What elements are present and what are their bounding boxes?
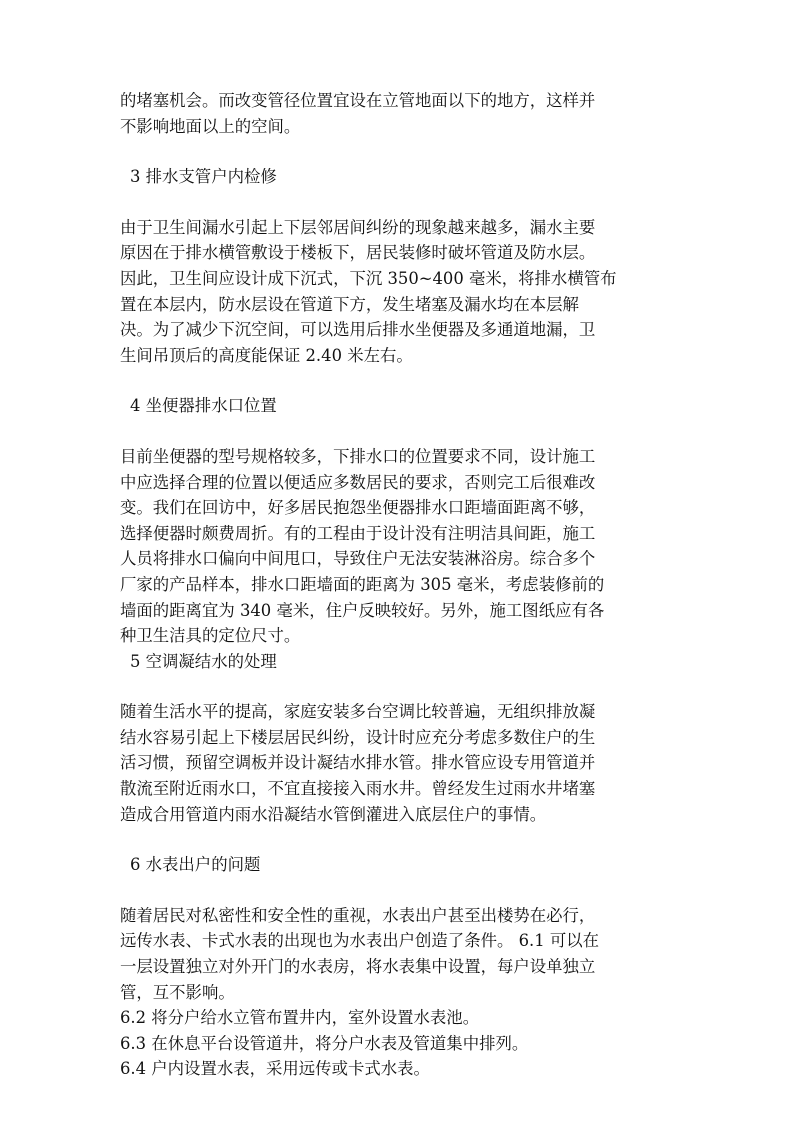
text-line: 随着居民对私密性和安全性的重视，水表出户甚至出楼势在必行，	[120, 905, 596, 925]
text-line: 目前坐便器的型号规格较多，下排水口的位置要求不同，设计施工	[120, 446, 596, 466]
text-line: 随着生活水平的提高，家庭安装多台空调比较普遍，无组织排放凝	[120, 702, 596, 722]
text-line: 散流至附近雨水口，不宜直接接入雨水井。曾经发生过雨水井堵塞	[120, 779, 596, 799]
section-4-heading: 4 坐便器排水口位置	[130, 396, 277, 416]
document-page	[120, 88, 676, 1082]
section-3-heading: 3 排水支管户内检修	[130, 167, 277, 187]
text-line: 置在本层内，防水层设在管道下方，发生堵塞及漏水均在本层解	[120, 294, 579, 314]
list-item: 6.2 将分户给水立管布置井内，室外设置水表池。	[120, 1008, 480, 1028]
text-line: 一层设置独立对外开门的水表房，将水表集中设置，每户设单独立	[120, 957, 596, 977]
text-line: 不影响地面以上的空间。	[120, 116, 301, 136]
text-line: 管，互不影响。	[120, 982, 235, 1002]
section-4-paragraph	[120, 444, 676, 649]
section-3-paragraph	[120, 215, 676, 369]
text-line: 生间吊顶后的高度能保证 2.40 米左右。	[120, 345, 413, 365]
text-line: 种卫生洁具的定位尺寸。	[120, 626, 301, 646]
text-line: 变。我们在回访中，好多居民抱怨坐便器排水口距墙面距离不够，	[120, 498, 596, 518]
section-5-heading: 5 空调凝结水的处理	[130, 651, 277, 671]
text-line: 决。为了减少下沉空间，可以选用后排水坐便器及多通道地漏，卫	[120, 320, 596, 340]
text-line: 造成合用管道内雨水沿凝结水管倒灌进入底层住户的事情。	[120, 804, 547, 824]
text-line: 结水容易引起上下楼层居民纠纷，设计时应充分考虑多数住户的生	[120, 727, 596, 747]
text-line: 中应选择合理的位置以便适应多数居民的要求，否则完工后很难改	[120, 472, 596, 492]
text-line: 原因在于排水横管敷设于楼板下，居民装修时破坏管道及防水层。	[120, 243, 596, 263]
text-line: 因此，卫生间应设计成下沉式，下沉 350~400 毫米，将排水横管布	[120, 268, 617, 288]
text-line: 的堵塞机会。而改变管径位置宜设在立管地面以下的地方，这样并	[120, 91, 596, 110]
text-line: 远传水表、卡式水表的出现也为水表出户创造了条件。 6.1 可以在	[120, 931, 600, 951]
text-line: 人员将排水口偏向中间甩口，导致住户无法安装淋浴房。综合多个	[120, 549, 596, 569]
text-line: 活习惯，预留空调板并设计凝结水排水管。排水管应设专用管道并	[120, 753, 596, 773]
text-line: 厂家的产品样本，排水口距墙面的距离为 305 毫米，考虑装修前的	[120, 574, 605, 594]
text-line: 选择便器时颇费周折。有的工程由于设计没有注明洁具间距，施工	[120, 523, 596, 543]
list-item: 6.4 户内设置水表，采用远传或卡式水表。	[120, 1059, 430, 1079]
section-5-paragraph	[120, 699, 676, 827]
text-line: 由于卫生间漏水引起上下层邻居间纠纷的现象越来越多，漏水主要	[120, 217, 596, 237]
list-item: 6.3 在休息平台设管道井，将分户水表及管道集中排列。	[120, 1033, 529, 1053]
text-line: 墙面的距离宜为 340 毫米，住户反映较好。另外，施工图纸应有各	[120, 600, 605, 620]
section-6-paragraph	[120, 903, 676, 1082]
section-6-heading: 6 水表出户的问题	[130, 855, 261, 875]
intro-paragraph	[120, 88, 676, 139]
